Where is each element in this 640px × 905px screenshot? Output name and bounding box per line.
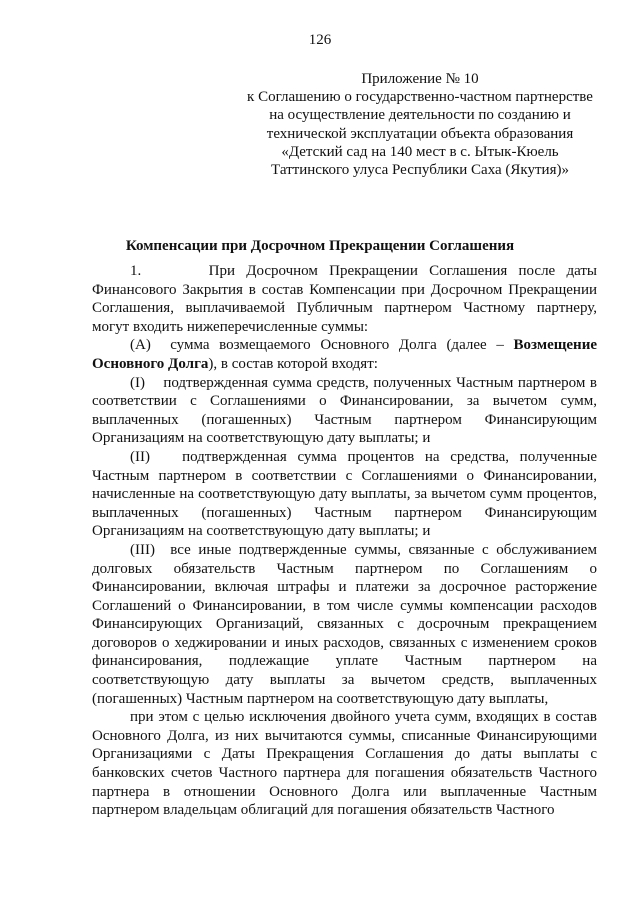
paragraph-text: (III) все иные подтвержденные суммы, связанные с обслуживанием долговых обязательств Частным партнером по Соглашениям о Финансировании, включая штрафы и платежи за досрочное расторжение Соглашений о Финансировании, в том числе суммы компенсации расходов Финансирующих Организаций, связанных с досрочным прекращением договоров о хеджировании и иных расходов, связанных с изменением сроков финансирования, подлежащие уплате Частным партнером на соответствующую дату выплаты за вычетом средств, выплаченных (погашенных) Частным партнером на соответствующую дату выплаты, bbox=[92, 541, 597, 707]
paragraph-text: (I) подтвержденная сумма средств, полученных Частным партнером в соответствии с Соглашениями о Финансировании, за вычетом сумм, выплаченных (погашенных) Частным партнером Финансирующим Организациям на соответствующую дату выплаты; и bbox=[92, 374, 597, 447]
appendix-line: на осуществление деятельности по созданию и bbox=[269, 107, 571, 124]
paragraph-a bbox=[92, 336, 597, 373]
paragraph-ii bbox=[92, 448, 597, 541]
defined-term: Возмещение Основного Долга bbox=[92, 337, 597, 372]
paragraph-text: (II) подтвержденная сумма процентов на средства, полученные Частным партнером в соответствии с Соглашениями о Финансировании, начисленные на соответствующую дату выплаты, за вычетом сумм процентов, выплаченных (погашенных) Частным партнером Финансирующим Организациям на соответствующую дату выплаты; и bbox=[92, 448, 597, 540]
appendix-line: к Соглашению о государственно-частном партнерстве bbox=[247, 89, 593, 106]
appendix-line: Таттинского улуса Республики Саха (Якутия)» bbox=[271, 162, 569, 179]
paragraph-text: при этом с целью исключения двойного учета сумм, входящих в состав Основного Долга, из них вычитаются суммы, списанные Финансирующими Организациями с Даты Прекращения Соглашения до даты выплаты с банковских счетов Частного партнера для погашения обязательств Частного партнера в отношении Основного Долга или выплаченные Частным партнером владельцам облигаций для погашения обязательств Частного bbox=[92, 709, 597, 819]
paragraph-iii bbox=[92, 541, 597, 708]
section-title: Компенсации при Досрочном Прекращении Соглашения bbox=[125, 238, 515, 254]
paragraph-i bbox=[92, 374, 597, 448]
paragraph-text: (A) сумма возмещаемого Основного Долга (далее – bbox=[130, 337, 514, 354]
appendix-line: технической эксплуатации объекта образования bbox=[266, 125, 574, 142]
paragraph-note bbox=[92, 708, 597, 820]
paragraph-text: ), в состав которой входят: bbox=[208, 355, 378, 372]
paragraph-text: 1. При Досрочном Прекращении Соглашения после даты Финансового Закрытия в состав Компенсации при Досрочном Прекращении Соглашения, выплачиваемой Публичным партнером Частному партнеру, могут входить нижеперечисленные суммы: bbox=[92, 263, 597, 335]
paragraph-1 bbox=[92, 262, 597, 336]
page-number: 126 bbox=[308, 32, 332, 48]
appendix-header bbox=[220, 70, 620, 179]
document-body bbox=[92, 262, 597, 820]
appendix-line: «Детский сад на 140 мест в с. Ытык-Кюель bbox=[281, 143, 559, 160]
appendix-line: Приложение № 10 bbox=[361, 71, 479, 87]
